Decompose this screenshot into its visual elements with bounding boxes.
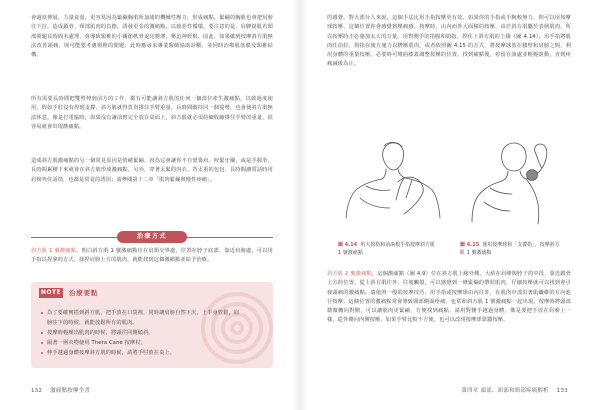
left-footer	[31, 387, 90, 395]
method-paragraph-text: ，明白斜方肌 1 號激痛點位在肩頸交界處，位置在脖子底部、靠近肩膀處，可以用手指以捏拿的方式，揉捏肩膀上方的肌肉，就能找到這個激痛點並給予治療。	[31, 248, 273, 264]
massage-ball-icon	[527, 170, 538, 181]
note-item: 為了要確實搭到斜方肌，把手放在口袋裡，同時讓肩膀自然下沉，上半身放鬆，肩膀往下的時候，就能放鬆所有的肌肉。	[41, 308, 241, 328]
note-item: 按摩時輕壓出肌肉的時候，將頭往同側傾斜。	[41, 328, 241, 338]
figure-4-15	[460, 138, 568, 230]
caption-4-14-label: 圖 4.14	[338, 242, 358, 248]
right-page	[300, 0, 600, 410]
note-item: 隔著一層衣物使用 Thera Cane 按摩杖。	[41, 338, 241, 348]
right-paragraph-2	[327, 270, 571, 326]
right-paragraph-2-text: ，這個激痛點（圖 4.9）位在斜方肌上緣外側，大約在肩峰與脖子的中段、靠近鎖骨上方的位置。從上斜方肌往外、往後觸摸，可以感覺到一條緊繃的帶狀肌肉，仔細按壓就可以找到會引發頭痛的激痛點。請依照一般的按摩技巧，用手指或按摩球由內往外，在肌肉中部沿著肌纖維的方向進行按摩。這個位置的激痛點常會導致頸部側面疼痛，也常和斜方肌 1 號激痛點一起出現。按摩時將頭部微微轉向對側，可以讓肌肉更緊繃，方便找到痛點。請用對側手越過身體，像是要把手放在肩膀上一樣，從外側向內側按壓，如果手臂比較不方便，也可以改用按摩球靠牆按壓。	[327, 271, 571, 324]
left-paragraph-1: 會過度伸展，力量衰弱，更容易因為緊繃胸肌所加諸的機械性壓力，形成痛點。緊繃的胸肌也會把肩膀往下拉，造成鎖骨、頸部肌肉的負擔，誘發更多的激痛點，以致惡性循環。要注意的是，肩胛提肌若頸部問題長時間未處理，會導致頸椎的小關節軟骨退化變薄，壓迫神經根。因此，如果確到按摩斜方肌無法改善頭痛，則可能要考慮頸椎的問題；此時應尋求專業醫師協助診斷，並同時治療肌筋膜及頸椎結構。	[31, 15, 273, 59]
massage-ball-illustration	[460, 138, 568, 230]
left-paragraph-3: 造成斜方肌激痛點的另一個常見原因是情緒緊繃，因為它會讓你不自覺聳肩、咬緊牙關，或是手握拳，長時間累積下來就會在斜方肌形成激痛點。另外，穿著太緊的內衣、背太重的包包、長時間講電話時用肩膀夾住話筒，也都是常見的誘因；請參閱第十二章「肌肉緊繃與慢性疼痛」。	[31, 158, 273, 183]
right-footer	[461, 387, 568, 395]
caption-4-14	[338, 242, 438, 257]
left-paragraph-2: 所有需要長時間把雙臂伸到前方的工作，都有可能讓斜方肌的任何一個部位產生激痛點，以致過度使用，假如手肘沒有得到支撐，斜方肌就得負責撐住手臂重量。長時間維持同一個姿勢，也會使斜方肌無法休息。像是打電腦時，如果沒有讓前臂完全放在桌面上，斜方肌就必須持續收縮撐住手臂的重量，很容易就會出現激痛點。	[31, 96, 273, 130]
method-paragraph	[31, 247, 273, 266]
left-page-number: 132	[31, 388, 43, 394]
right-page-number: 133	[556, 388, 568, 394]
massage-illustration-fingers	[338, 138, 446, 230]
note-tag: NOTE	[40, 289, 62, 296]
right-paragraph-1: 的感覺。對大部分人來說，這個手法比用手指按摩更有效，如果你的手指或手腕較無力，則可以用按摩球按壓，這個位置你會感覺到壓痛感。按摩時，由內而外大面積的按壓，由於斜方肌屬於表層肌肉，所以按壓時不必施加太大的力量。用對側手的指腹和姆指，捏住上斜方肌的上緣（圖 4.14），用手指將肌肉往前拉，拇指在後方施力以擠壓肌肉。或者依照圖 4.15 的方式，將按摩球放在牆壁和肩膀之間，利用身體的重量按壓，必要時可彎曲膝蓋調整按壓的位置，找到痛點後，停留在該處並輕輕滾動，直到疼痛減緩為止。	[327, 15, 571, 68]
caption-4-14-text: 用大拇指和前兩根手指按摩斜方肌 1 號激痛點	[338, 242, 436, 256]
caption-4-15	[460, 242, 560, 257]
caption-4-15-text: 運用按摩球和「支撐指」，按摩斜方肌 1 號激痛點	[460, 242, 560, 256]
figure-4-14	[338, 138, 446, 230]
trigger-point-1-label: 斜方肌 1 號激痛點	[31, 248, 77, 254]
caption-4-15-label: 圖 4.15	[460, 242, 480, 248]
note-title: 治療要點	[69, 289, 99, 297]
trigger-point-2-label: 斜方肌 2 號激痛點	[327, 271, 372, 277]
note-box	[31, 282, 273, 368]
note-list	[41, 308, 241, 358]
chapter-title: 第四章 頭部、頸部和頸部疼痛解析	[461, 388, 549, 394]
treatment-method-heading	[31, 231, 273, 243]
book-title: 激痛點按摩全書	[50, 388, 91, 394]
heading-label: 治療方式	[117, 231, 187, 243]
note-item: 伸手越過身體按摩斜方肌的時候，請將手肘放在桌上。	[41, 348, 241, 358]
